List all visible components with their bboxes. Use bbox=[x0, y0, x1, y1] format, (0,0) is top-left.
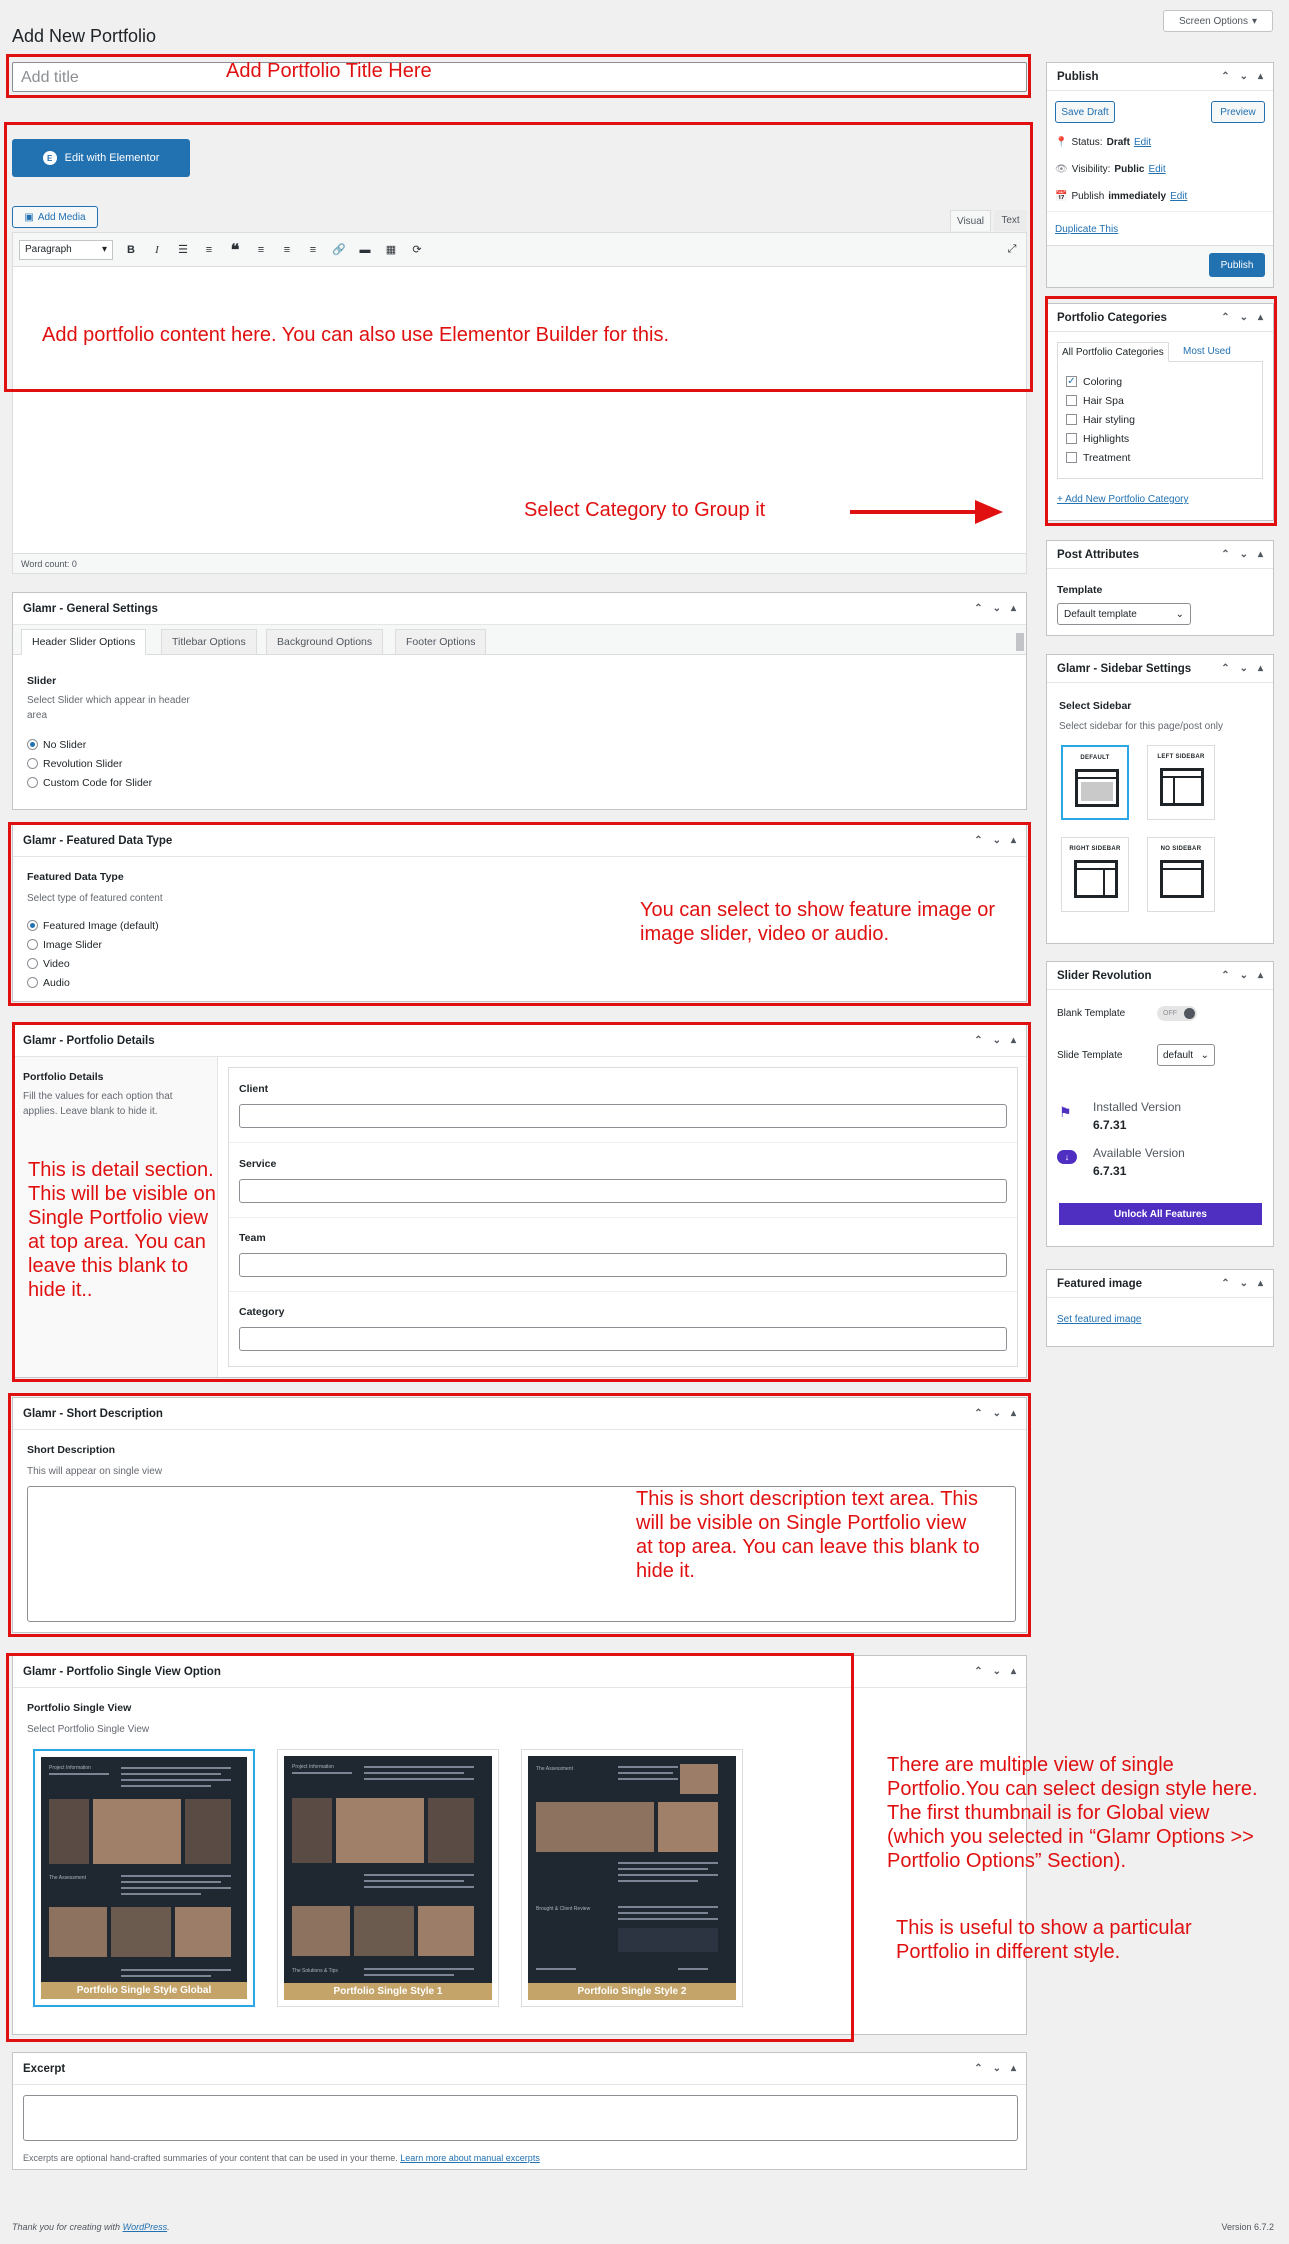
toggle-arrow-icon[interactable]: ▴ bbox=[1010, 1035, 1016, 1046]
post-attributes-title: Post Attributes bbox=[1057, 548, 1139, 561]
radio-label: No Slider bbox=[43, 738, 87, 751]
bold-icon[interactable]: B bbox=[127, 243, 135, 256]
single-view-desc: Select Portfolio Single View bbox=[27, 1724, 150, 1735]
chevron-down-icon[interactable]: ⌄ bbox=[1239, 312, 1248, 323]
available-label: Available Version bbox=[1093, 1146, 1185, 1160]
slide-template-select[interactable] bbox=[1157, 1044, 1215, 1066]
numbered-list-icon[interactable]: ≡ bbox=[205, 243, 213, 256]
publish-box bbox=[1046, 62, 1274, 288]
chevron-up-icon[interactable]: ⌃ bbox=[974, 1408, 983, 1419]
thumb-caption: Portfolio Single Style Global bbox=[41, 1982, 247, 1999]
elementor-label: Edit with Elementor bbox=[64, 152, 160, 164]
toggle-arrow-icon[interactable]: ▴ bbox=[1257, 663, 1263, 674]
radio-label: Audio bbox=[43, 976, 70, 989]
layout-left-sidebar-icon bbox=[1160, 768, 1204, 806]
featured-type-title: Glamr - Featured Data Type bbox=[23, 834, 173, 847]
save-draft-label: Save Draft bbox=[1061, 106, 1109, 118]
toolbar-toggle-icon[interactable]: ▦ bbox=[385, 244, 397, 256]
screen-options-button[interactable] bbox=[1163, 10, 1273, 32]
calendar-icon: 📅 bbox=[1055, 191, 1068, 202]
excerpt-help-link[interactable]: Learn more about manual excerpts bbox=[400, 2153, 540, 2163]
toggle-arrow-icon[interactable]: ▴ bbox=[1010, 603, 1016, 614]
chevron-up-icon[interactable]: ⌃ bbox=[1221, 663, 1230, 674]
chevron-up-icon[interactable]: ⌃ bbox=[974, 1666, 983, 1677]
annotation-single-view-2: This is useful to show a particular Portfolio in different style. bbox=[896, 1917, 1192, 1963]
pin-icon: 📍 bbox=[1055, 137, 1068, 148]
excerpt-title: Excerpt bbox=[23, 2062, 66, 2075]
radio-label: Custom Code for Slider bbox=[43, 776, 153, 789]
installed-label: Installed Version bbox=[1093, 1100, 1182, 1114]
category-hair-styling[interactable] bbox=[1066, 410, 1254, 429]
elementor-sync-icon[interactable]: ⟳ bbox=[412, 244, 422, 256]
thumb-caption: Portfolio Single Style 1 bbox=[284, 1983, 492, 2000]
chevron-down-icon[interactable]: ⌄ bbox=[992, 1666, 1001, 1677]
chevron-down-icon[interactable]: ⌄ bbox=[992, 835, 1001, 846]
thumb-heading: The Assessment bbox=[536, 1766, 573, 1772]
chevron-up-icon[interactable]: ⌃ bbox=[1221, 549, 1230, 560]
select-sidebar-desc: Select sidebar for this page/post only bbox=[1059, 721, 1223, 732]
chevron-down-icon[interactable]: ⌄ bbox=[992, 1408, 1001, 1419]
installed-version: 6.7.31 bbox=[1093, 1118, 1127, 1132]
featured-type-label: Featured Data Type bbox=[27, 871, 124, 883]
sidebar-settings-title: Glamr - Sidebar Settings bbox=[1057, 662, 1192, 675]
client-input[interactable] bbox=[239, 1104, 1007, 1128]
blockquote-icon[interactable]: ❝ bbox=[230, 241, 240, 259]
cloud-download-icon: ↓ bbox=[1057, 1150, 1077, 1164]
thumb-style-global[interactable] bbox=[33, 1749, 255, 2007]
team-input[interactable] bbox=[239, 1253, 1007, 1277]
thumb-caption: Portfolio Single Style 2 bbox=[528, 1983, 736, 2000]
radio-label: Revolution Slider bbox=[43, 757, 123, 770]
radio-label: Image Slider bbox=[43, 938, 102, 951]
preview-button[interactable] bbox=[1211, 101, 1265, 123]
page-title: Add New Portfolio bbox=[12, 26, 157, 46]
publish-title: Publish bbox=[1057, 70, 1099, 83]
scrollbar[interactable] bbox=[1016, 633, 1024, 651]
thumb-photo bbox=[536, 1802, 654, 1852]
radio-revolution-slider[interactable] bbox=[27, 754, 207, 773]
toggle-arrow-icon[interactable]: ▴ bbox=[1010, 1666, 1016, 1677]
chevron-up-icon[interactable]: ⌃ bbox=[974, 603, 983, 614]
visibility-edit-link[interactable]: Edit bbox=[1148, 164, 1166, 175]
sidebar-option-label: RIGHT SIDEBAR bbox=[1069, 846, 1121, 852]
arrow-right-icon bbox=[850, 496, 1006, 528]
radio-audio[interactable] bbox=[27, 973, 163, 992]
sidebar-option-left[interactable] bbox=[1147, 745, 1215, 820]
portfolio-details-label: Portfolio Details bbox=[23, 1071, 104, 1083]
eye-icon: 👁 bbox=[1055, 164, 1068, 175]
available-version: 6.7.31 bbox=[1093, 1164, 1127, 1178]
category-hair-spa[interactable] bbox=[1066, 391, 1254, 410]
tab-background[interactable] bbox=[266, 629, 383, 655]
toggle-arrow-icon[interactable]: ▴ bbox=[1010, 835, 1016, 846]
unlock-label: Unlock All Features bbox=[1114, 1208, 1207, 1220]
sidebar-option-default[interactable] bbox=[1061, 745, 1129, 820]
link-icon[interactable]: 🔗 bbox=[332, 244, 346, 256]
tab-text[interactable] bbox=[994, 210, 1027, 231]
fullscreen-icon[interactable]: ⤢ bbox=[1007, 243, 1017, 255]
thumb-text: The Assessment bbox=[49, 1875, 86, 1881]
align-right-icon[interactable]: ≡ bbox=[309, 243, 317, 256]
slider-label: Slider bbox=[27, 675, 57, 687]
radio-custom-code[interactable] bbox=[27, 773, 207, 792]
flag-icon: ⚑ bbox=[1059, 1104, 1072, 1120]
radio-image-slider[interactable] bbox=[27, 935, 163, 954]
chevron-up-icon[interactable]: ⌃ bbox=[974, 1035, 983, 1046]
save-draft-button[interactable] bbox=[1055, 101, 1115, 123]
category-input[interactable] bbox=[239, 1327, 1007, 1351]
preview-label: Preview bbox=[1220, 106, 1256, 118]
sidebar-option-label: DEFAULT bbox=[1080, 755, 1110, 761]
blank-template-label: Blank Template bbox=[1057, 1008, 1126, 1019]
sidebar-option-none[interactable] bbox=[1147, 837, 1215, 912]
sidebar-option-label: LEFT SIDEBAR bbox=[1157, 754, 1205, 760]
category-label: Hair styling bbox=[1083, 413, 1135, 426]
bullet-list-icon[interactable]: ☰ bbox=[178, 244, 188, 256]
publish-when: immediately bbox=[1108, 191, 1167, 202]
thumb-text: The Solutions & Tips bbox=[292, 1968, 338, 1974]
excerpt-help: Excerpts are optional hand-crafted summaries of your content that can be used in your theme. bbox=[23, 2153, 398, 2163]
annotation-content: Add portfolio content here. You can also use Elementor Builder for this. bbox=[42, 324, 670, 346]
post-attributes-box bbox=[1046, 540, 1274, 636]
tab-header-slider[interactable] bbox=[21, 629, 146, 655]
thumb-photo bbox=[418, 1906, 474, 1956]
template-value: Default template bbox=[1064, 608, 1137, 620]
caret-down-icon: ▾ bbox=[1251, 15, 1257, 27]
slide-template-label: Slide Template bbox=[1057, 1050, 1123, 1061]
toggle-arrow-icon[interactable]: ▴ bbox=[1257, 71, 1263, 82]
general-settings-title: Glamr - General Settings bbox=[23, 602, 158, 615]
portfolio-details-desc: Fill the values for each option that applies. Leave blank to hide it. bbox=[23, 1091, 173, 1117]
thumb-photo bbox=[175, 1907, 231, 1957]
tab-text-label: Text bbox=[1001, 215, 1020, 226]
toggle-arrow-icon[interactable]: ▴ bbox=[1257, 970, 1263, 981]
single-view-title: Glamr - Portfolio Single View Option bbox=[23, 1665, 221, 1678]
thumb-photo bbox=[680, 1764, 718, 1794]
tab-titlebar[interactable] bbox=[161, 629, 257, 655]
layout-right-sidebar-icon bbox=[1074, 860, 1118, 898]
sidebar-option-right[interactable] bbox=[1061, 837, 1129, 912]
footer-thanks: Thank you for creating with bbox=[12, 2222, 121, 2232]
thumb-photo bbox=[354, 1906, 414, 1956]
chevron-down-icon[interactable]: ⌄ bbox=[1239, 1278, 1248, 1289]
tab-label: Background Options bbox=[277, 636, 373, 648]
chevron-up-icon[interactable]: ⌃ bbox=[1221, 312, 1230, 323]
align-left-icon[interactable]: ≡ bbox=[257, 243, 265, 256]
chevron-down-icon[interactable]: ⌄ bbox=[1239, 71, 1248, 82]
screen-options-label: Screen Options bbox=[1179, 15, 1248, 27]
thumb-photo bbox=[93, 1799, 181, 1864]
thumb-photo bbox=[292, 1906, 350, 1956]
general-settings-box bbox=[12, 592, 1027, 810]
slider-revolution-title: Slider Revolution bbox=[1057, 969, 1152, 982]
radio-label: Video bbox=[43, 957, 70, 970]
thumb-photo bbox=[49, 1799, 89, 1864]
publish-edit-link[interactable]: Edit bbox=[1170, 191, 1188, 202]
caret-down-icon: ⌄ bbox=[1175, 608, 1184, 620]
radio-no-slider[interactable] bbox=[27, 735, 207, 754]
tab-label: Header Slider Options bbox=[32, 636, 136, 648]
category-coloring[interactable]: ✓ Coloring bbox=[1067, 375, 1123, 388]
excerpt-textarea[interactable] bbox=[23, 2095, 1018, 2141]
tab-visual-label: Visual bbox=[956, 215, 985, 227]
short-description-label: Short Description bbox=[27, 1444, 116, 1456]
unlock-features-button[interactable] bbox=[1059, 1203, 1262, 1225]
editor-toolbar bbox=[13, 233, 1026, 267]
caret-down-icon: ▾ bbox=[101, 244, 107, 255]
slider-revolution-box bbox=[1046, 961, 1274, 1247]
wordpress-link[interactable]: WordPress bbox=[122, 2222, 168, 2232]
categories-box bbox=[1046, 303, 1274, 521]
category-label: Treatment bbox=[1083, 451, 1131, 464]
tab-all-label: All Portfolio Categories bbox=[1062, 346, 1164, 358]
portfolio-details-title: Glamr - Portfolio Details bbox=[23, 1034, 155, 1047]
status-value: Draft bbox=[1106, 137, 1130, 148]
tab-footer[interactable] bbox=[395, 629, 486, 655]
radio-label: Featured Image (default) bbox=[43, 919, 159, 932]
thumb-photo bbox=[185, 1799, 231, 1864]
category-label: Hair Spa bbox=[1083, 394, 1124, 407]
toggle-arrow-icon[interactable]: ▴ bbox=[1010, 2063, 1016, 2074]
annotation-details: This is detail section. This will be visible on Single Portfolio view at top area. You can leave this blank to hide it.. bbox=[28, 1159, 216, 1301]
title-input[interactable] bbox=[12, 62, 1027, 92]
category-treatment[interactable] bbox=[1066, 448, 1254, 467]
chevron-up-icon[interactable]: ⌃ bbox=[1221, 71, 1230, 82]
status-edit-link[interactable]: Edit bbox=[1133, 137, 1152, 148]
publish-button[interactable] bbox=[1209, 253, 1265, 277]
category-highlights[interactable] bbox=[1066, 429, 1254, 448]
elementor-icon: E bbox=[43, 151, 57, 165]
visibility-value: Public bbox=[1114, 164, 1145, 175]
thumb-photo bbox=[111, 1907, 171, 1957]
chevron-down-icon[interactable]: ⌄ bbox=[1239, 970, 1248, 981]
single-view-box bbox=[12, 1655, 1027, 2035]
elementor-button[interactable] bbox=[12, 139, 190, 177]
footer-version: Version 6.7.2 bbox=[1221, 2222, 1274, 2232]
layout-no-sidebar-icon bbox=[1160, 860, 1204, 898]
chevron-down-icon[interactable]: ⌄ bbox=[992, 2063, 1001, 2074]
word-count bbox=[13, 553, 1026, 573]
single-view-label: Portfolio Single View bbox=[27, 1702, 132, 1714]
chevron-up-icon[interactable]: ⌃ bbox=[1221, 970, 1230, 981]
format-select[interactable] bbox=[19, 240, 113, 260]
general-tabs bbox=[13, 625, 1026, 655]
field-category-label: Category bbox=[239, 1306, 285, 1318]
annotation-category: Select Category to Group it bbox=[524, 499, 766, 521]
thumb-photo bbox=[292, 1798, 332, 1863]
template-select[interactable] bbox=[1057, 603, 1191, 625]
short-description-title: Glamr - Short Description bbox=[23, 1407, 163, 1420]
tab-all-categories[interactable] bbox=[1057, 342, 1169, 362]
thumb-photo bbox=[336, 1798, 424, 1863]
short-description-desc: This will appear on single view bbox=[27, 1466, 163, 1477]
chevron-up-icon[interactable]: ⌃ bbox=[974, 2063, 983, 2074]
word-count-text: Word count: 0 bbox=[21, 559, 77, 569]
more-tag-icon[interactable]: ▬ bbox=[359, 243, 371, 256]
thumb-style-1[interactable] bbox=[277, 1749, 499, 2007]
featured-image-title: Featured image bbox=[1057, 1277, 1142, 1290]
align-center-icon[interactable]: ≡ bbox=[283, 243, 291, 256]
featured-type-desc: Select type of featured content bbox=[27, 893, 163, 904]
toggle-label: OFF bbox=[1163, 1010, 1177, 1017]
toggle-arrow-icon[interactable]: ▴ bbox=[1257, 549, 1263, 560]
annotation-featured: You can select to show feature image or image slider, video or audio. bbox=[640, 899, 996, 945]
template-label: Template bbox=[1057, 584, 1103, 596]
thumb-photo bbox=[49, 1907, 107, 1957]
media-icon: ▣ bbox=[24, 211, 34, 223]
tab-label: Titlebar Options bbox=[172, 636, 246, 648]
toggle-arrow-icon[interactable]: ▴ bbox=[1257, 312, 1263, 323]
thumb-photo bbox=[428, 1798, 474, 1863]
thumb-style-2[interactable] bbox=[521, 1749, 743, 2007]
layout-default-icon bbox=[1075, 769, 1119, 807]
blank-template-toggle[interactable] bbox=[1157, 1006, 1197, 1021]
chevron-down-icon[interactable]: ⌄ bbox=[1239, 663, 1248, 674]
chevron-down-icon[interactable]: ⌄ bbox=[992, 603, 1001, 614]
thumb-heading: Project Information bbox=[49, 1765, 91, 1771]
publish-button-label: Publish bbox=[1220, 259, 1254, 271]
format-value: Paragraph bbox=[25, 244, 72, 255]
category-label: Coloring bbox=[1083, 375, 1123, 388]
field-team-label: Team bbox=[239, 1232, 266, 1244]
chevron-up-icon[interactable]: ⌃ bbox=[974, 835, 983, 846]
chevron-down-icon[interactable]: ⌄ bbox=[1239, 549, 1248, 560]
add-media-label: Add Media bbox=[37, 211, 86, 223]
duplicate-link[interactable]: Duplicate This bbox=[1055, 224, 1119, 235]
sidebar-settings-box bbox=[1046, 654, 1274, 944]
category-label: Highlights bbox=[1083, 432, 1130, 445]
add-category-link[interactable]: + Add New Portfolio Category bbox=[1057, 494, 1189, 505]
categories-title: Portfolio Categories bbox=[1057, 311, 1167, 324]
annotation-single-view-1: There are multiple view of single Portfolio.You can select design style here. The first thumbnail is for Global view (which you selected in “Glamr Options >> Portfolio Options” Section). bbox=[887, 1754, 1258, 1872]
radio-video[interactable] bbox=[27, 954, 163, 973]
featured-image-box bbox=[1046, 1269, 1274, 1347]
tab-most-used[interactable]: Most Used bbox=[1183, 346, 1231, 357]
toggle-arrow-icon[interactable]: ▴ bbox=[1010, 1408, 1016, 1419]
visibility-label: Visibility: bbox=[1071, 164, 1111, 175]
field-service-label: Service bbox=[239, 1158, 277, 1170]
chevron-down-icon[interactable]: ⌄ bbox=[992, 1035, 1001, 1046]
toggle-arrow-icon[interactable]: ▴ bbox=[1257, 1278, 1263, 1289]
select-sidebar-label: Select Sidebar bbox=[1059, 700, 1132, 712]
set-featured-image-link[interactable]: Set featured image bbox=[1057, 1314, 1142, 1325]
tab-visual[interactable] bbox=[950, 210, 991, 231]
chevron-up-icon[interactable]: ⌃ bbox=[1221, 1278, 1230, 1289]
sidebar-option-label: NO SIDEBAR bbox=[1160, 846, 1202, 852]
caret-down-icon: ⌄ bbox=[1200, 1049, 1209, 1061]
excerpt-box bbox=[12, 2052, 1027, 2170]
add-media-button[interactable] bbox=[12, 206, 98, 228]
radio-featured-image[interactable] bbox=[27, 916, 163, 935]
thumb-heading: Project Information bbox=[292, 1764, 334, 1770]
thumb-photo bbox=[658, 1802, 718, 1852]
publish-label: Publish bbox=[1071, 191, 1105, 202]
tab-label: Footer Options bbox=[406, 636, 476, 648]
field-client-label: Client bbox=[239, 1083, 269, 1095]
slider-desc: Select Slider which appear in header area bbox=[27, 695, 190, 721]
slide-template-value: default bbox=[1163, 1049, 1194, 1061]
status-label: Status: bbox=[1071, 137, 1103, 148]
service-input[interactable] bbox=[239, 1179, 1007, 1203]
annotation-short-desc: This is short description text area. This will be visible on Single Portfolio view at top area. You can leave this blank to hide it. bbox=[636, 1488, 980, 1582]
thumb-text: Brought & Client Review bbox=[536, 1906, 591, 1912]
annotation-title: Add Portfolio Title Here bbox=[226, 60, 432, 82]
title-placeholder: Add title bbox=[21, 69, 79, 86]
italic-icon[interactable]: I bbox=[155, 243, 159, 256]
